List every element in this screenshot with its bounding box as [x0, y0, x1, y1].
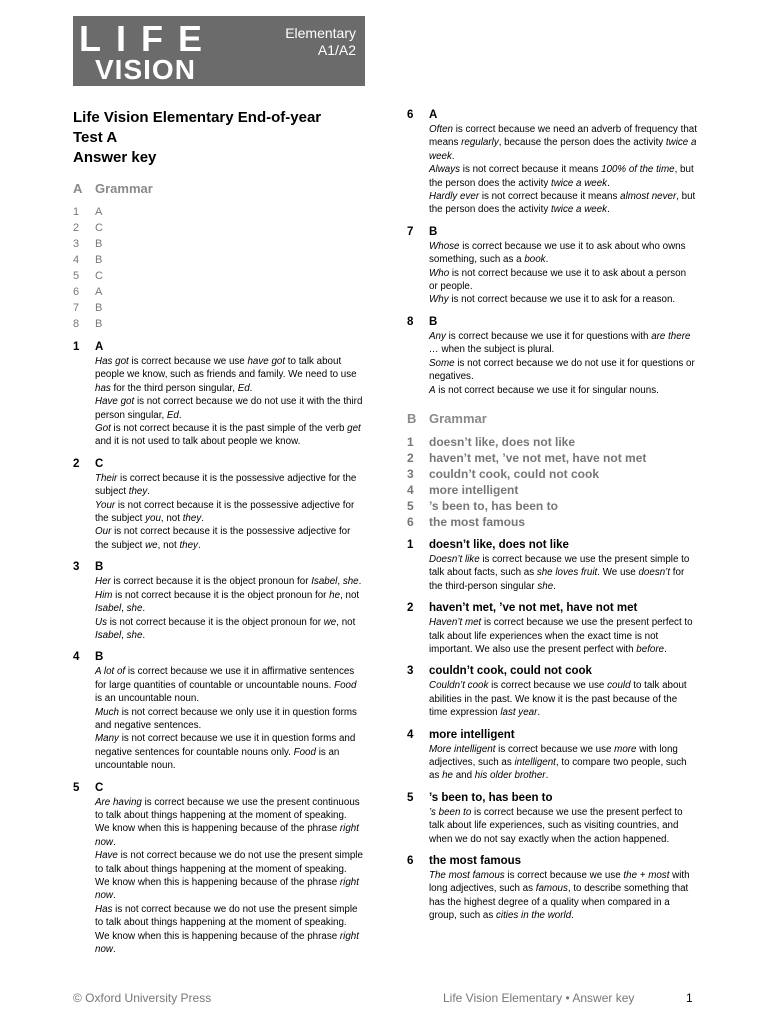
explanation-item — [73, 457, 363, 552]
item-answer: B — [95, 651, 104, 664]
item-number: 3 — [73, 561, 80, 574]
explanation-text: A lot of is correct because we use it in affirmative sentences for large quantities of countable or uncountable nouns. Food is an uncountable noun. Much is not correct because we only use it in question forms and negative sentences. Many is not correct because we use it in question forms and negative sentences for countable nouns only. Food is an uncountable noun. — [95, 666, 357, 772]
answer-value: A — [95, 206, 103, 218]
section-a-explanations — [73, 340, 363, 956]
section-a-explanations-cont — [407, 108, 697, 397]
explanation-item — [407, 315, 697, 397]
answer-value: A — [95, 286, 103, 298]
explanation-heading — [407, 538, 697, 553]
answer-number: 7 — [73, 302, 80, 314]
explanation-item — [407, 225, 697, 307]
explanation-item — [73, 650, 363, 772]
section-name: Grammar — [429, 410, 487, 426]
explanation-text: Often is correct because we need an adverb of frequency that means regularly, because the person does the activity twice a week. Always is not correct because it means 100% of the time, but the person does the activity twice a week. Hardly ever is not correct because it means almost never, but the person does the activity twice a week. — [429, 124, 697, 216]
item-answer: B — [95, 561, 104, 574]
item-answer: more intelligent — [429, 728, 515, 741]
answer-value: more intelligent — [429, 482, 519, 497]
left-column — [73, 108, 363, 956]
answer-row — [73, 204, 363, 220]
item-number: 6 — [407, 109, 414, 121]
explanation-heading — [73, 650, 363, 665]
explanation-heading — [407, 601, 697, 616]
explanation-item — [73, 340, 363, 449]
answer-number: 6 — [73, 286, 80, 298]
section-a-heading — [73, 181, 363, 196]
answer-value: B — [95, 318, 103, 330]
answer-number: 3 — [407, 466, 414, 481]
section-b-explanations — [407, 538, 697, 923]
answer-row — [73, 316, 363, 332]
logo-word-vision: VISION — [95, 54, 196, 85]
answer-row — [407, 482, 697, 498]
explanation-heading — [407, 728, 697, 743]
item-answer: A — [429, 109, 438, 121]
section-b-answer-list — [407, 434, 697, 530]
section-name: Grammar — [95, 181, 153, 196]
explanation-item — [407, 791, 697, 846]
item-answer: haven’t met, ’ve not met, have not met — [429, 602, 638, 615]
answer-value: couldn’t cook, could not cook — [429, 466, 599, 481]
item-number: 1 — [407, 538, 414, 551]
explanation-item — [407, 664, 697, 719]
explanation-heading — [73, 560, 363, 575]
answer-number: 8 — [73, 318, 80, 330]
explanation-item — [407, 728, 697, 783]
item-answer: B — [429, 225, 438, 238]
explanation-heading — [407, 854, 697, 869]
answer-row — [407, 466, 697, 482]
answer-value: B — [95, 302, 103, 314]
answer-number: 6 — [407, 514, 414, 529]
answer-row — [407, 498, 697, 514]
explanation-text: Couldn’t cook is correct because we use could to talk about abilities in the past. We know it is the past because of the time expression last year. — [429, 680, 687, 719]
explanation-heading — [407, 108, 697, 123]
answer-number: 1 — [407, 434, 414, 449]
answer-value: the most famous — [429, 514, 526, 529]
answer-value: haven’t met, ’ve not met, have not met — [429, 450, 647, 465]
section-letter: A — [73, 181, 83, 196]
copyright: © Oxford University Press — [73, 991, 212, 1005]
section-a-answer-list — [73, 204, 363, 332]
explanation-text: Haven’t met is correct because we use the present perfect to talk about life experiences when the exact time is not important. We also use the present perfect with before. — [429, 617, 693, 655]
item-answer: B — [429, 315, 438, 328]
item-answer: A — [95, 341, 104, 353]
explanation-heading — [407, 225, 697, 240]
explanation-text: Has got is correct because we use have got to talk about people we know, such as friends and family. We need to use has for the third person singular, Ed. Have got is not correct because we do not use it with the third person singular, Ed. Got is not correct because it is the past simple of the verb get and it is not used to talk about people we know. — [95, 356, 363, 448]
answer-row — [73, 284, 363, 300]
item-number: 5 — [407, 791, 414, 804]
explanation-text: Their is correct because it is the possessive adjective for the subject they. Your is not correct because it is the possessive adjective for the subject you, not they. Our is not correct because it is the possessive adjective for the subject we, not they. — [95, 472, 357, 551]
item-number: 7 — [407, 225, 414, 238]
level-code: A1/A2 — [317, 42, 356, 58]
explanation-item — [407, 108, 697, 217]
page-title — [73, 108, 363, 168]
explanation-heading — [73, 340, 363, 355]
answer-value: ’s been to, has been to — [429, 498, 558, 513]
title-line: Test A — [73, 129, 118, 146]
explanation-text: More intelligent is correct because we use more with long adjectives, such as intelligent, to compare two people, such as he and his older brother. — [429, 743, 687, 782]
explanation-text: Her is correct because it is the object pronoun for Isabel, she. Him is not correct because it is the object pronoun for he, not Isabel, she. Us is not correct because it is the object pronoun for we, not Isabel, she. — [95, 576, 362, 641]
answer-row — [73, 300, 363, 316]
item-answer: C — [95, 781, 104, 794]
item-number: 1 — [73, 341, 80, 353]
section-b-heading — [407, 411, 697, 426]
answer-row — [407, 434, 697, 450]
item-number: 3 — [407, 665, 414, 678]
answer-row — [73, 268, 363, 284]
item-answer: the most famous — [429, 855, 522, 867]
explanation-heading — [407, 791, 697, 806]
explanation-text: Are having is correct because we use the present continuous to talk about things happening at the moment of speaking. We know when this is happening because of the phrase right now. Have is not correct because we do not use the present simple to talk about things happening at the moment of speaking. We know when this is happening because of the phrase right now. Has is not correct because we do not use the present simple to talk about things happening at the moment of speaking. We know when this is happening because of the phrase right now. — [95, 796, 363, 956]
item-number: 4 — [73, 651, 80, 664]
answer-row — [73, 252, 363, 268]
explanation-item — [407, 538, 697, 593]
item-answer: ’s been to, has been to — [429, 791, 553, 804]
footer-title: Life Vision Elementary • Answer key — [443, 991, 635, 1005]
explanation-text: The most famous is correct because we use the + most with long adjectives, such as famous, to describe something that has the highest degree of a quality when compared in a group, such as cities in the world. — [429, 870, 690, 922]
answer-row — [407, 450, 697, 466]
explanation-item — [407, 854, 697, 923]
explanation-heading — [73, 457, 363, 472]
explanation-text: ’s been to is correct because we use the present perfect to talk about life experiences, such as visiting countries, and when we do not say exactly when the action happened. — [429, 806, 683, 845]
answer-value: B — [95, 238, 103, 250]
answer-number: 1 — [73, 206, 80, 218]
explanation-item — [73, 560, 363, 642]
explanation-heading — [407, 315, 697, 330]
title-line: Life Vision Elementary End-of-year — [73, 109, 322, 126]
explanation-heading — [407, 664, 697, 679]
item-answer: C — [95, 457, 104, 470]
section-letter: B — [407, 410, 417, 426]
answer-number: 5 — [73, 270, 80, 282]
explanation-heading — [73, 781, 363, 796]
answer-value: C — [95, 270, 103, 282]
item-number: 4 — [407, 728, 414, 741]
answer-row — [73, 236, 363, 252]
page-number: 1 — [686, 991, 693, 1005]
item-answer: couldn’t cook, could not cook — [429, 665, 592, 678]
answer-number: 4 — [407, 482, 414, 497]
answer-value: B — [95, 254, 103, 266]
answer-number: 4 — [73, 254, 80, 266]
item-number: 2 — [407, 602, 414, 615]
title-line: Answer key — [73, 149, 157, 166]
answer-number: 5 — [407, 498, 414, 513]
explanation-item — [73, 781, 363, 957]
item-number: 8 — [407, 315, 414, 328]
level-label — [285, 25, 356, 59]
answer-row — [73, 220, 363, 236]
answer-value: doesn’t like, does not like — [429, 434, 576, 449]
explanation-text: Any is correct because we use it for questions with are there … when the subject is plural. Some is not correct because we do not use it for questions or negatives. A is not correct because we use it for singular nouns. — [429, 330, 695, 396]
life-vision-logo — [73, 16, 365, 86]
item-number: 6 — [407, 855, 414, 867]
logo-word-life: LIFE — [79, 18, 217, 59]
level-name: Elementary — [285, 25, 356, 41]
explanation-item — [407, 601, 697, 656]
answer-number: 3 — [73, 238, 80, 250]
explanation-text: Whose is correct because we use it to ask about who owns something, such as a book. Who is not correct because we use it to ask about a person or people. Why is not correct because we use it to ask for a reason. — [429, 240, 687, 306]
answer-row — [407, 514, 697, 530]
item-number: 5 — [73, 781, 80, 794]
item-answer: doesn’t like, does not like — [429, 538, 569, 551]
answer-value: C — [95, 222, 103, 234]
item-number: 2 — [73, 457, 80, 470]
answer-number: 2 — [407, 450, 414, 465]
right-column — [407, 108, 697, 923]
answer-number: 2 — [73, 222, 80, 234]
explanation-text: Doesn’t like is correct because we use the present simple to talk about facts, such as she loves fruit. We use doesn’t for the third-person singular she. — [429, 553, 690, 592]
